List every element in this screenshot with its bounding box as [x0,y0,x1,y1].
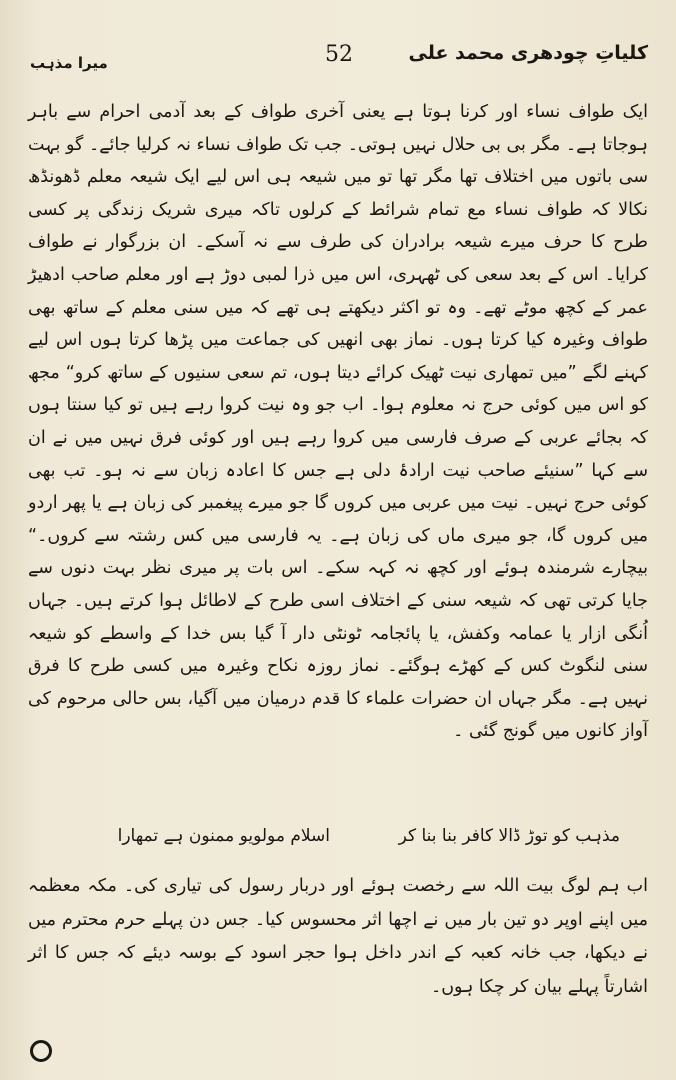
circle-mark-icon [30,1040,52,1062]
couplet-line-2: اسلام مولویو ممنون ہے تمھارا [117,826,330,846]
book-title: کلیاتِ چودھری محمد علی [408,42,648,64]
closing-paragraph: اب ہم لوگ بیت اللہ سے رخصت ہوئے اور دربار رسول کی تیاری کی۔ مکہ معظمہ میں اپنے اوپر دو تین بار میں نے اچھا اثر محسوس کیا۔ جس دن پہلے حرم محترم میں نے دیکھا، جب خانہ کعبہ کے اندر داخل ہوا حجر اسود کے بوسہ دیئے کہ جس کا اثر اشارتاً پہلے بیان کر چکا ہوں۔ [28,876,648,997]
section-title: میرا مذہب [30,54,108,72]
poetry-couplet [60,825,620,855]
main-text [28,96,648,748]
page-header [30,42,648,78]
paragraph: ایک طواف نساء اور کرنا ہوتا ہے یعنی آخری طواف کے بعد آدمی احرام سے باہر ہوجاتا ہے۔ مگر بی بی حلال نہیں ہوتی۔ جب تک طواف نساء نہ کرلیا جائے۔ گو بہت سی باتوں میں اختلاف تھا مگر تھا تو میں شیعہ ہی اس لیے ایک شیعہ معلم ڈھونڈھ نکالا کہ طواف نساء مع تمام شرائط کے کرلوں تاکہ میری شریک زندگی پر کسی طرح کا حرف میرے شیعہ برادران کی طرف سے نہ آسکے۔ ان بزرگوار نے طواف کرایا۔ اس کے بعد سعی کی ٹھہری، اس میں ذرا لمبی دوڑ ہے اور معلم صاحب ادھیڑ عمر کے کچھ موٹے تھے۔ وہ تو اکثر دیکھتے ہی تھے کہ میں سنی معلم کے ساتھ بھی طواف وغیرہ کیا کرتا ہوں۔ نماز بھی انھیں کی جماعت میں پڑھا کرتا ہوں اس لیے کہنے لگے ”میں تمھاری نیت ٹھیک کرائے دیتا ہوں، تم سعی سنیوں کے ساتھ کرو“ مجھ کو اس میں کوئی حرج نہ معلوم ہوا۔ اب جو وہ نیت کروا رہے ہیں تو کیا سنتا ہوں کہ بجائے عربی کے صرف فارسی میں کروا رہے ہیں اور کوئی فرق نہیں میں نے ان سے کہا ”سنیئے صاحب نیت ارادۂ دلی ہے جس کا اعادہ زبان سے نہ ہو۔ تب بھی کوئی حرج نہیں۔ نیت میں عربی میں کروں گا جو میرے پیغمبر کی زبان ہے یا پھر اردو میں کروں گا، جو میری ماں کی زبان ہے۔ یہ فارسی میں کس رشتہ سے کروں۔“ بیچارے شرمندہ ہوئے اور کچھ نہ کہہ سکے۔ اس بات پر میری نظر بہت دنوں سے جایا کرتی تھی کہ شیعہ سنی کے اختلاف اسی طرح کے لاطائل ہوا کرتے ہیں۔ جہاں اُنگی ازار یا عمامہ وکفش، یا پائجامہ ٹونٹی دار آ گیا بس خدا کے واسطے کو شیعہ سنی لنگوٹ کس کے کھڑے ہوگئے۔ نماز روزہ نکاح وغیرہ میں کسی طرح کا فرق نہیں ہے۔ مگر جہاں ان حضرات علماء کا قدم درمیان میں آگیا، بس حالی مرحوم کی آواز کانوں میں گونج گئی ۔ [28,102,648,742]
page-number: 52 [325,42,353,67]
closing-text [28,870,648,1004]
couplet-line-1: مذہب کو توڑ ڈالا کافر بنا بنا کر [398,826,620,846]
